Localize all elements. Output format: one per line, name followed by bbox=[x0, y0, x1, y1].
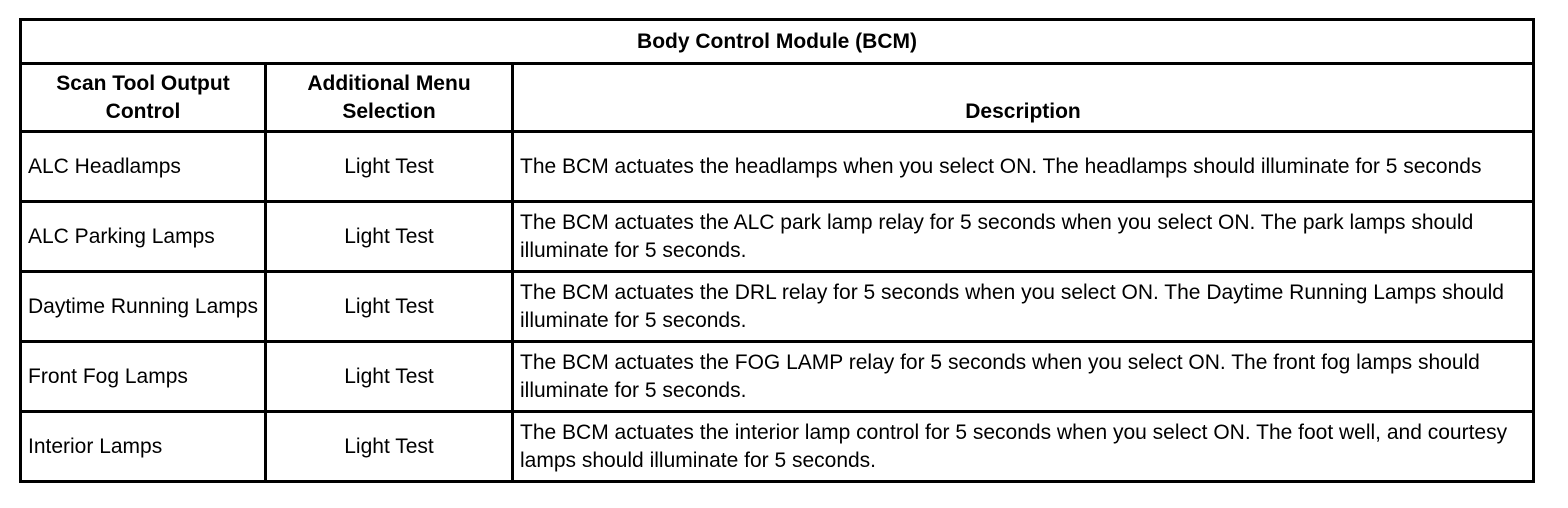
menu-cell: Light Test bbox=[266, 412, 513, 482]
table-row bbox=[21, 272, 1534, 342]
header-row bbox=[21, 64, 1534, 132]
control-cell: Daytime Running Lamps bbox=[21, 272, 266, 342]
description-cell: The BCM actuates the DRL relay for 5 seconds when you select ON. The Daytime Running Lamps should illuminate for 5 seconds. bbox=[513, 272, 1534, 342]
menu-cell: Light Test bbox=[266, 272, 513, 342]
menu-cell: Light Test bbox=[266, 342, 513, 412]
title-row bbox=[21, 20, 1534, 64]
description-cell: The BCM actuates the headlamps when you select ON. The headlamps should illuminate for 5 seconds bbox=[513, 132, 1534, 202]
menu-cell: Light Test bbox=[266, 202, 513, 272]
control-cell: ALC Headlamps bbox=[21, 132, 266, 202]
column-header-control: Scan Tool Output Control bbox=[21, 64, 266, 132]
bcm-output-control-table bbox=[19, 18, 1535, 483]
description-cell: The BCM actuates the ALC park lamp relay for 5 seconds when you select ON. The park lamps should illuminate for 5 seconds. bbox=[513, 202, 1534, 272]
table-row bbox=[21, 202, 1534, 272]
column-header-menu: Additional Menu Selection bbox=[266, 64, 513, 132]
menu-cell: Light Test bbox=[266, 132, 513, 202]
description-cell: The BCM actuates the interior lamp control for 5 seconds when you select ON. The foot well, and courtesy lamps should illuminate for 5 seconds. bbox=[513, 412, 1534, 482]
column-header-description: Description bbox=[513, 64, 1534, 132]
description-cell: The BCM actuates the FOG LAMP relay for 5 seconds when you select ON. The front fog lamps should illuminate for 5 seconds. bbox=[513, 342, 1534, 412]
control-cell: Interior Lamps bbox=[21, 412, 266, 482]
table-title: Body Control Module (BCM) bbox=[21, 20, 1534, 64]
table-row bbox=[21, 132, 1534, 202]
control-cell: Front Fog Lamps bbox=[21, 342, 266, 412]
control-cell: ALC Parking Lamps bbox=[21, 202, 266, 272]
table-row bbox=[21, 412, 1534, 482]
table-row bbox=[21, 342, 1534, 412]
